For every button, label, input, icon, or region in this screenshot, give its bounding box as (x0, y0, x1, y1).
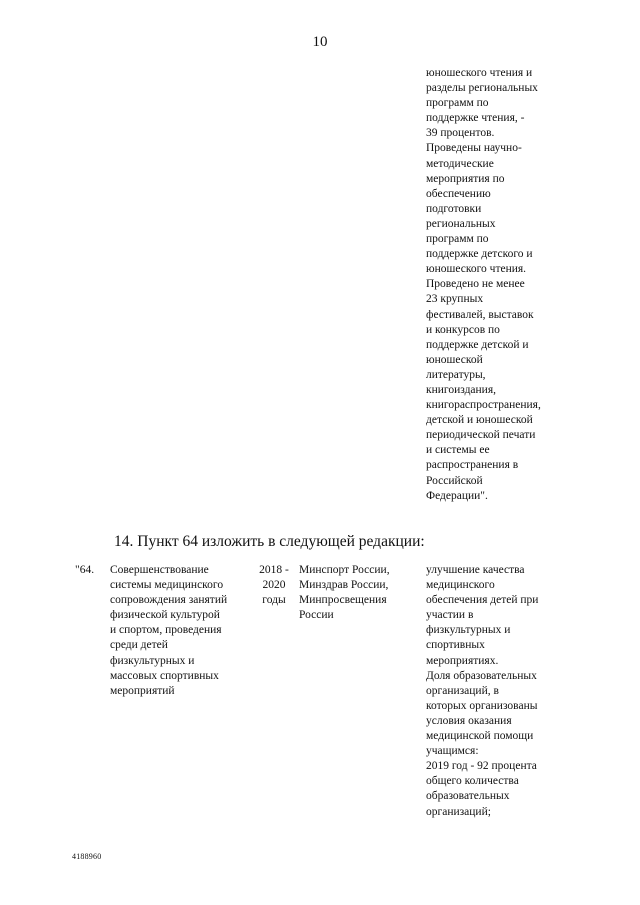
text-line: фестивалей, выставок (426, 308, 534, 321)
text-line: сопровождения занятий (110, 594, 228, 607)
text-line: мероприятия по (426, 172, 505, 185)
text-line: литературы, (426, 368, 486, 381)
row-result (426, 563, 566, 820)
document-code: 4188960 (72, 852, 102, 861)
page-number: 10 (312, 34, 328, 50)
text-line: условия оказания (426, 714, 512, 727)
section-heading: 14. Пункт 64 изложить в следующей редакции: (114, 533, 425, 550)
text-line: годы (262, 594, 286, 607)
text-line: Российской (426, 474, 483, 487)
text-line: мероприятиях. (426, 654, 499, 667)
text-line: и конкурсов по (426, 323, 500, 336)
row-title (110, 563, 240, 699)
text-line: медицинского (426, 579, 495, 592)
text-line: 2019 год - 92 процента (426, 760, 537, 773)
text-line: участии в (426, 609, 474, 622)
text-line: системы медицинского (110, 579, 224, 592)
text-line: физической культурой (110, 609, 220, 622)
text-line: массовых спортивных (110, 669, 219, 682)
text-line: юношеского чтения. (426, 263, 527, 276)
text-line: периодической печати (426, 429, 536, 442)
text-line: России (299, 609, 334, 622)
text-line: общего количества (426, 775, 519, 788)
text-line: медицинской помощи (426, 730, 534, 743)
text-line: юношеского чтения и (426, 67, 533, 79)
text-line: образовательных (426, 790, 510, 803)
text-line: Минспорт России, (299, 564, 390, 576)
text-line: и системы ее (426, 444, 490, 457)
text-line: которых организованы (426, 699, 538, 712)
text-line: подготовки (426, 202, 482, 215)
text-line: детской и юношеской (426, 414, 533, 427)
text-line: спортивных (426, 639, 485, 652)
text-line: книгоиздания, (426, 383, 496, 396)
text-line: Федерации". (426, 489, 488, 502)
text-line: обеспечения детей при (426, 594, 539, 607)
text-line: и спортом, проведения (110, 624, 222, 637)
row-responsible (299, 563, 414, 623)
text-line: 2020 (262, 579, 286, 592)
text-line: организаций, в (426, 684, 499, 697)
text-line: методические (426, 157, 494, 170)
text-line: программ по (426, 97, 489, 110)
row-number: "64. (75, 564, 95, 576)
continuation-text (426, 66, 566, 504)
text-line: поддержке детского и (426, 248, 533, 261)
text-line: программ по (426, 233, 489, 246)
text-line: мероприятий (110, 684, 175, 697)
text-line: 39 процентов. (426, 127, 495, 140)
text-line: 23 крупных (426, 293, 484, 306)
text-line: физкультурных и (426, 624, 511, 637)
text-line: Минздрав России, (299, 579, 389, 592)
text-line: региональных (426, 217, 496, 230)
text-line: обеспечению (426, 187, 491, 200)
text-line: среди детей (110, 639, 168, 652)
text-line: поддержке детской и (426, 338, 529, 351)
text-line: Доля образовательных (426, 669, 537, 682)
text-line: учащимся: (426, 745, 479, 758)
text-line: физкультурных и (110, 654, 195, 667)
text-line: организаций; (426, 805, 491, 818)
text-line: Проведены научно- (426, 142, 522, 155)
text-line: разделы региональных (426, 82, 538, 95)
text-line: юношеской (426, 353, 483, 366)
text-line: Совершенствование (110, 564, 209, 576)
text-line: книгораспространения, (426, 399, 541, 412)
text-line: Проведено не менее (426, 278, 525, 291)
text-line: 2018 - (259, 564, 289, 576)
row-years (252, 563, 296, 608)
text-line: распространения в (426, 459, 519, 472)
text-line: Минпросвещения (299, 594, 387, 607)
text-line: улучшение качества (426, 564, 525, 576)
text-line: поддержке чтения, - (426, 112, 525, 125)
